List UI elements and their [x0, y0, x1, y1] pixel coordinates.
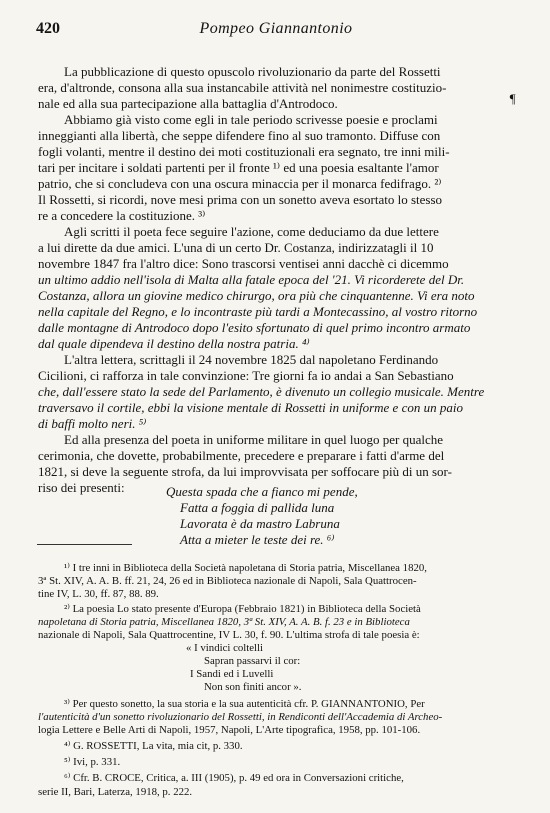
body-line: fogli volanti, mentre il destino dei moti costituzionali era segnato, tre inni mili-: [38, 144, 450, 159]
body-line: traversavo il cortile, ebbi la visione mentale di Rossetti in uniforme e con un paio: [38, 400, 463, 415]
footnote-verse-line: Non son finiti ancor ».: [204, 681, 302, 693]
body-line: novembre 1847 fra l'altro dice: Sono trascorsi ventisei anni dacchè ci dicemmo: [38, 256, 449, 271]
verse-line: Atta a mieter le teste dei re. ⁶⁾: [180, 532, 335, 547]
running-title: Pompeo Giannantonio: [199, 20, 353, 37]
verse-line: Questa spada che a fianco mi pende,: [166, 484, 358, 499]
footnote-line: ⁵⁾ Ivi, p. 331.: [64, 756, 121, 768]
body-line: Agli scritti il poeta fece seguire l'azione, come deduciamo da due lettere: [64, 224, 439, 239]
body-line: di baffi molto neri. ⁵⁾: [38, 416, 147, 431]
body-line: patrio, che si concludeva con una oscura minaccia per il monarca fedifrago. ²⁾: [38, 176, 442, 191]
footnote-verse-line: Sapran passarvi il cor:: [204, 655, 301, 667]
verse-line: Fatta a foggia di pallida luna: [180, 500, 335, 515]
body-line: Ed alla presenza del poeta in uniforme militare in quel luogo per qualche: [64, 432, 444, 447]
footnote-separator: [37, 544, 132, 545]
page-number: 420: [36, 20, 60, 37]
body-line: nella capitale del Regno, e lo incontraste più tardi a Montecassino, al vostro ritorno: [38, 304, 478, 319]
page-header: [36, 20, 516, 44]
body-line: era, d'altronde, consona alla sua instancabile attività nel nonimestre costituzio-: [38, 80, 447, 95]
footnote-line: tine IV, L. 30, ff. 87, 88. 89.: [38, 588, 159, 600]
body-line: L'altra lettera, scrittagli il 24 novembre 1825 dal napoletano Ferdinando: [64, 352, 439, 367]
body-line: cerimonia, che dovette, probabilmente, precedere e preparare i fatti d'arme del: [38, 448, 445, 463]
verse-line: Lavorata è da mastro Labruna: [180, 516, 340, 531]
footnote-line: nazionale di Napoli, Sala Quattrocentine, IV L. 30, f. 90. L'ultima strofa di tale poesia è:: [38, 629, 420, 641]
footnote-line: 3ª St. XIV, A. A. B. ff. 21, 24, 26 ed in Biblioteca nazionale di Napoli, Sala Quattrocen-: [38, 575, 417, 587]
footnote-line: logia Lettere e Belle Arti di Napoli, 1957, Napoli, L'Arte tipografica, 1958, pp. 101-106.: [38, 724, 421, 736]
footnote-verse-line: I Sandi ed i Luvelli: [190, 668, 274, 680]
footnote-line: l'autenticità d'un sonetto rivoluzionario del Rossetti, in Rendiconti dell'Accademia di Archeo-: [38, 711, 443, 723]
footnote-line: ³⁾ Per questo sonetto, la sua storia e la sua autenticità cfr. P. GIANNANTONIO, Per: [64, 698, 425, 710]
body-line: Il Rossetti, si ricordi, nove mesi prima con un sonetto aveva esortato lo stesso: [38, 192, 443, 207]
body-line: 1821, si deve la seguente strofa, da lui improvvisata per soffocare più di un sor-: [38, 464, 452, 479]
footnote-verse-line: « I vindici coltelli: [186, 642, 264, 654]
footnote-line: ¹⁾ I tre inni in Biblioteca della Società napoletana di Storia patria, Miscellanea 1820,: [64, 562, 427, 574]
body-line: re a concedere la costituzione. ³⁾: [38, 208, 206, 223]
body-line: dalle montagne di Antrodoco dopo l'esito sfortunato di quel primo incontro armato: [38, 320, 471, 335]
footnote-line: serie II, Bari, Laterza, 1918, p. 222.: [38, 786, 193, 798]
body-line: a lui dirette da due amici. L'una di un certo Dr. Costanza, indirizzatagli il 10: [38, 240, 434, 255]
body-line: La pubblicazione di questo opuscolo rivoluzionario da parte del Rossetti: [64, 64, 441, 79]
body-line: nale ed alla sua partecipazione alla battaglia d'Antrodoco.: [38, 96, 338, 111]
footnote-line: ⁴⁾ G. ROSSETTI, La vita, mia cit, p. 330.: [64, 740, 243, 752]
body-line: Costanza, allora un giovine medico chirurgo, ora più che cinquantenne. Vi era noto: [38, 288, 475, 303]
footnote-line: ²⁾ La poesia Lo stato presente d'Europa (Febbraio 1821) in Biblioteca della Società: [64, 603, 421, 615]
body-line: un ultimo addio nell'isola di Malta alla fatale epoca del '21. Vi ricorderete del Dr.: [38, 272, 465, 287]
body-line: Cicilioni, ci rafforza in tale convinzione: Tre giorni fa io andai a San Sebastiano: [38, 368, 454, 383]
body-line: che, dall'essere stato la sede del Parlamento, è divenuto un collegio musicale. Mentre: [38, 384, 485, 399]
footnote-line: napoletana di Storia patria, Miscellanea 1820, 3ª St. XIV, A. A. B. f. 23 e in Biblioteca: [38, 616, 410, 628]
body-line: dal quale dipendeva il destino della nostra patria. ⁴⁾: [38, 336, 310, 351]
body-line: tari per incitare i soldati partenti per il fronte ¹⁾ ed una poesia esaltante l'amor: [38, 160, 439, 175]
margin-mark: ¶: [509, 91, 516, 106]
footnote-line: ⁶⁾ Cfr. B. CROCE, Critica, a. III (1905), p. 49 ed ora in Conversazioni critiche,: [64, 772, 404, 784]
body-line: riso dei presenti:: [38, 480, 125, 495]
body-line: inneggianti alla libertà, che seppe difendere fino al suo tramonto. Diffuse con: [38, 128, 441, 143]
body-line: Abbiamo già visto come egli in tale periodo scrivesse poesie e proclami: [64, 112, 438, 127]
